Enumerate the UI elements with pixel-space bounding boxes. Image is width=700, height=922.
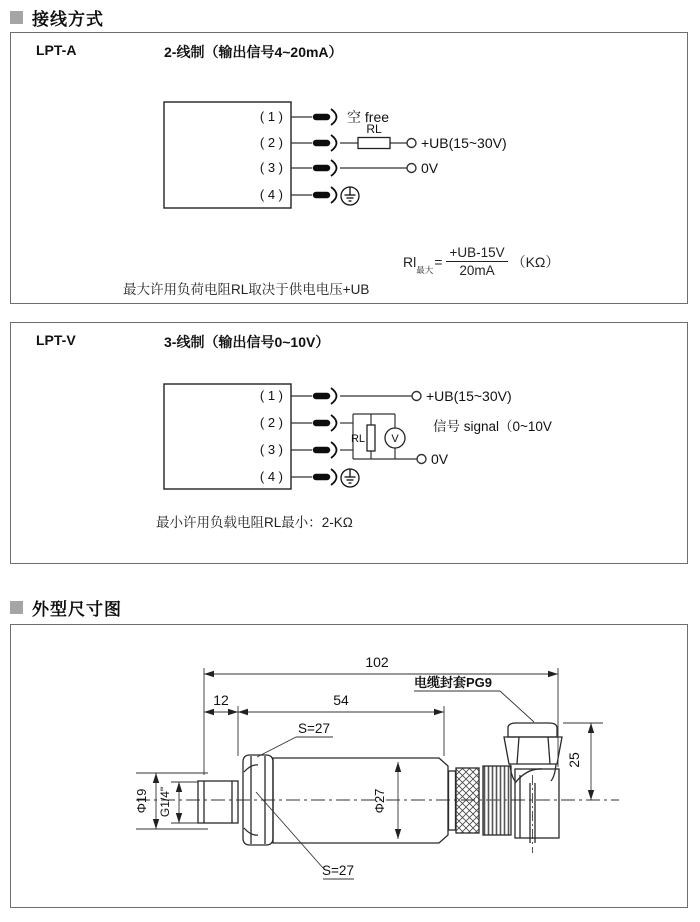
cable-gland-label: 电缆封套PG9	[414, 675, 493, 690]
pin1-free-label: 空 free	[347, 109, 390, 125]
wires	[291, 117, 407, 195]
socket-arc-icons	[331, 388, 337, 485]
dim-overall-length: 102	[365, 654, 389, 670]
supply-label: +UB(15~30V)	[426, 388, 512, 404]
earth-ground-icon	[341, 469, 359, 487]
terminal-circle	[412, 392, 421, 401]
formula-subscript: 最大	[416, 265, 434, 275]
formula-fraction	[446, 245, 507, 278]
connector-pin-icons	[316, 396, 327, 477]
panel-lpt-v	[10, 322, 688, 564]
hex-size-bottom-label: S=27	[322, 863, 354, 878]
section-header-wiring	[10, 5, 104, 30]
dim-g14	[171, 782, 198, 823]
dim-thread-length: 12	[213, 692, 229, 708]
terminal-circle	[417, 455, 426, 464]
rl-label: RL	[366, 122, 382, 136]
zero-volt-label: 0V	[431, 451, 449, 467]
supply-label: +UB(15~30V)	[421, 135, 507, 151]
terminal-label: ( 2 )	[259, 135, 283, 150]
terminal-label: ( 2 )	[259, 415, 283, 430]
hex-bottom-leader	[256, 792, 323, 868]
terminal-labels	[260, 109, 283, 202]
connector-pin-icons	[316, 117, 327, 195]
terminal-label: ( 1 )	[259, 388, 283, 403]
terminal-circle	[407, 164, 416, 173]
terminal-label: ( 3 )	[259, 160, 283, 175]
model-name: LPT-V	[36, 332, 76, 348]
dim-connector-height: 25	[566, 752, 582, 768]
section-title: 接线方式	[32, 10, 104, 29]
terminal-label: ( 3 )	[259, 442, 283, 457]
voltmeter-label: V	[391, 433, 399, 445]
section-bullet-icon	[10, 11, 23, 24]
resistor-rl	[358, 138, 390, 149]
hex-size-top-label: S=27	[298, 721, 330, 736]
wiring-subtitle: 2-线制（输出信号4~20mA）	[164, 44, 343, 60]
rl-formula	[403, 245, 559, 278]
formula-numerator: +UB-15V	[446, 245, 507, 262]
resistor-rl	[367, 425, 375, 451]
rl-label: RL	[350, 433, 365, 445]
socket-arc-icons	[331, 109, 337, 203]
dimension-drawing	[11, 625, 686, 906]
section-bullet-icon	[10, 601, 23, 614]
dim-thread-diameter: Φ19	[134, 788, 149, 814]
terminal-circle	[407, 139, 416, 148]
terminal-label: ( 4 )	[259, 469, 283, 484]
formula-denominator: 20mA	[459, 263, 495, 278]
signal-label: 信号 signal（0~10V	[433, 419, 552, 434]
terminal-label: ( 1 )	[259, 109, 283, 124]
hex-top-leader	[257, 737, 296, 757]
dim-body-length: 54	[333, 692, 349, 708]
dim-thread-spec: G1/4"	[158, 786, 172, 818]
wiring-subtitle: 3-线制（输出信号0~10V）	[164, 334, 330, 350]
terminal-label: ( 4 )	[259, 187, 283, 202]
panel-dimension-drawing	[10, 624, 688, 908]
dim-body-diameter: Φ27	[372, 788, 387, 814]
formula-lhs: Rl	[403, 253, 417, 270]
earth-ground-icon	[341, 187, 359, 205]
section-header-dimensions	[10, 595, 122, 620]
formula-equals: =	[434, 253, 443, 270]
min-load-note: 最小许用负载电阻RL最小：2-KΩ	[156, 515, 353, 530]
formula-unit: （KΩ）	[511, 253, 560, 270]
section-title: 外型尺寸图	[32, 600, 122, 619]
wiring-diagram-2wire	[11, 33, 689, 302]
terminal-labels	[260, 388, 283, 484]
max-load-note: 最大许用负荷电阻RL取决于供电电压+UB	[123, 282, 370, 297]
cable-gland-leader	[500, 691, 534, 722]
dim-102	[204, 668, 558, 775]
device-outline	[198, 723, 562, 853]
zero-volt-label: 0V	[421, 160, 439, 176]
panel-lpt-a	[10, 32, 688, 304]
model-name: LPT-A	[36, 42, 77, 58]
